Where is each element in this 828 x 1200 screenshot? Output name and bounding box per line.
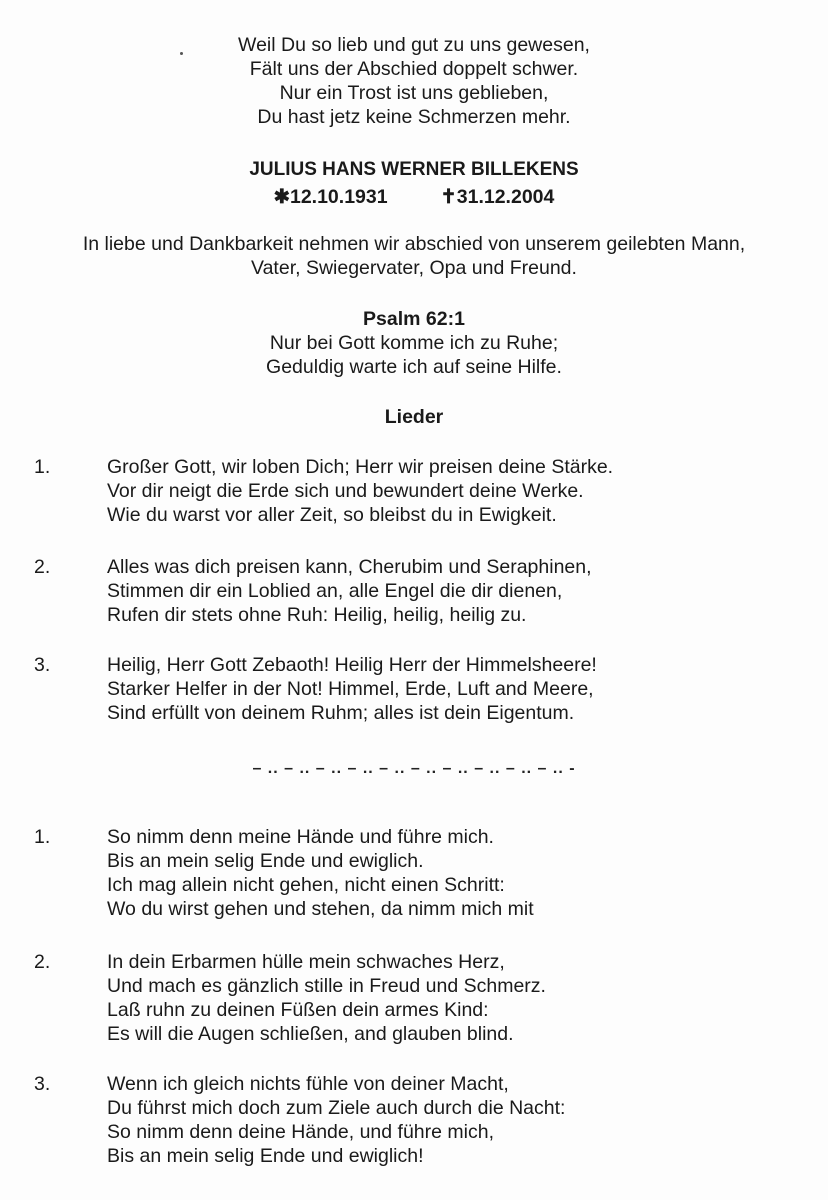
verse-line: So nimm denn deine Hände, und führe mich,	[107, 1121, 494, 1143]
psalm-line: Nur bei Gott komme ich zu Ruhe;	[269, 332, 559, 354]
farewell-text	[0, 232, 828, 280]
verse-line: Ich mag allein nicht gehen, nicht einen Schritt:	[107, 874, 505, 896]
poem-line: Weil Du so lieb und gut zu uns gewesen,	[238, 34, 590, 56]
verse-line: Du führst mich doch zum Ziele auch durch die Nacht:	[107, 1097, 566, 1119]
verse-line: In dein Erbarmen hülle mein schwaches Herz,	[107, 951, 505, 973]
opening-poem	[0, 33, 828, 129]
psalm-line: Geduldig warte ich auf seine Hilfe.	[266, 356, 562, 378]
verse-line: Es will die Augen schließen, and glauben blind.	[107, 1023, 514, 1045]
psalm-reference: Psalm 62:1	[363, 308, 465, 330]
verse-line: Großer Gott, wir loben Dich; Herr wir preisen deine Stärke.	[107, 456, 614, 478]
poem-line: Du hast jetz keine Schmerzen mehr.	[257, 106, 571, 128]
life-dates	[0, 185, 828, 209]
farewell-line: Vater, Swiegervater, Opa und Freund.	[251, 257, 577, 279]
verse-line: Wie du warst vor aller Zeit, so bleibst du in Ewigkeit.	[107, 504, 557, 526]
verse-line: Und mach es gänzlich stille in Freud und Schmerz.	[107, 975, 546, 997]
farewell-line: In liebe und Dankbarkeit nehmen wir abschied von unserem geilebten Mann,	[82, 233, 746, 255]
verse-line: Bis an mein selig Ende und ewiglich!	[107, 1145, 424, 1167]
verse-line: Rufen dir stets ohne Ruh: Heilig, heilig, heilig zu.	[107, 604, 527, 626]
verse-line: Bis an mein selig Ende und ewiglich.	[107, 850, 424, 872]
deceased-name: JULIUS HANS WERNER BILLEKENS	[249, 159, 579, 180]
verse-number: 3.	[34, 654, 51, 676]
death-date: ✝31.12.2004	[440, 186, 555, 208]
section-divider: – .. – .. – .. – .. – .. – .. – .. – .. – .. – .. -	[252, 760, 576, 777]
verse-line: Wo du wirst gehen und stehen, da nimm mich mit	[107, 898, 534, 920]
verse-number: 2.	[34, 556, 51, 578]
verse-line: Vor dir neigt die Erde sich und bewundert deine Werke.	[107, 480, 584, 502]
poem-line: Nur ein Trost ist uns geblieben,	[279, 82, 549, 104]
verse-number: 2.	[34, 951, 51, 973]
verse-line: Heilig, Herr Gott Zebaoth! Heilig Herr der Himmelsheere!	[107, 654, 597, 676]
lieder-heading: Lieder	[384, 406, 444, 428]
verse-line: Stimmen dir ein Loblied an, alle Engel die dir dienen,	[107, 580, 563, 602]
verse-line: Laß ruhn zu deinen Füßen dein armes Kind:	[107, 999, 489, 1021]
verse-number: 1.	[34, 456, 51, 478]
verse-number: 1.	[34, 826, 51, 848]
verse-line: Sind erfüllt von deinem Ruhm; alles ist dein Eigentum.	[107, 702, 575, 724]
psalm-block	[0, 307, 828, 379]
verse-number: 3.	[34, 1073, 51, 1095]
verse-line: Wenn ich gleich nichts fühle von deiner Macht,	[107, 1073, 509, 1095]
verse-line: Starker Helfer in der Not! Himmel, Erde, Luft and Meere,	[107, 678, 594, 700]
verse-line: Alles was dich preisen kann, Cherubim und Seraphinen,	[107, 556, 592, 578]
poem-line: Fält uns der Abschied doppelt schwer.	[249, 58, 579, 80]
verse-line: So nimm denn meine Hände und führe mich.	[107, 826, 494, 848]
birth-date: ✱12.10.1931	[273, 186, 388, 208]
